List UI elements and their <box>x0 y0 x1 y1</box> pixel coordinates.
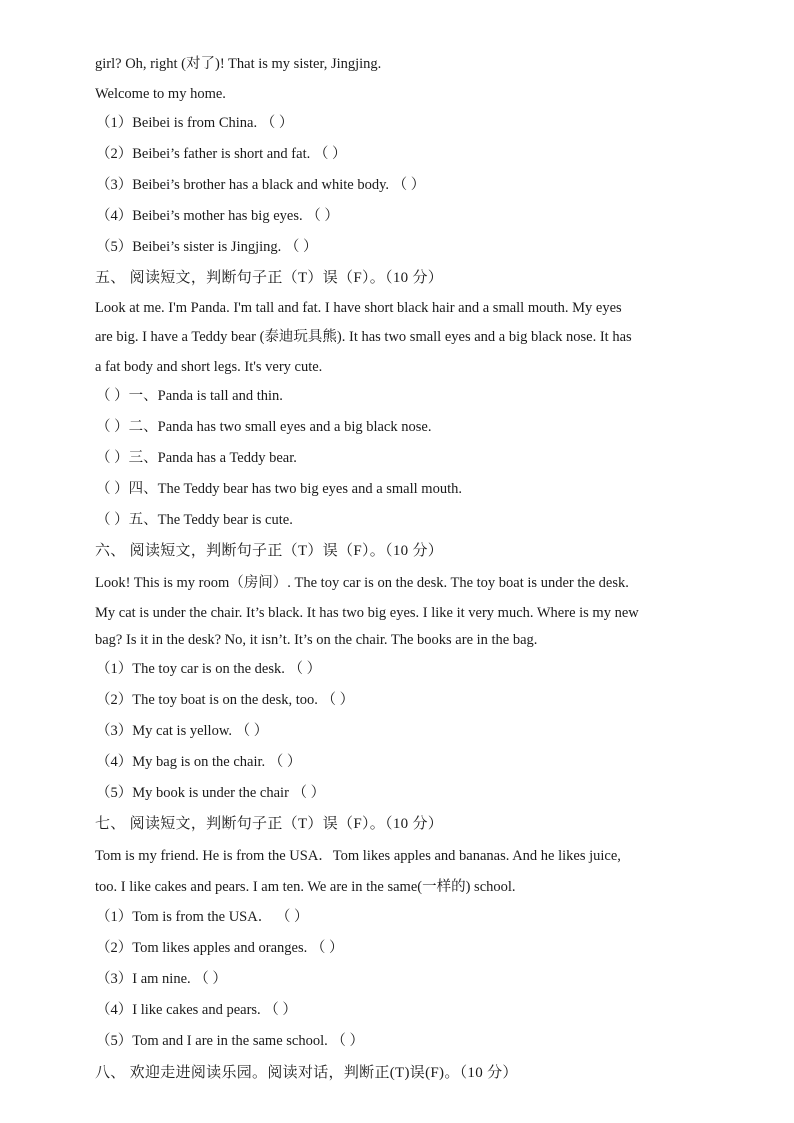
s6-passage-2: My cat is under the chair. It’s black. It has two big eyes. I like it very much. Where is my new <box>95 605 639 621</box>
s6-item-2: （2）The toy boat is on the desk, too. （ ） <box>96 692 355 708</box>
intro-line-2: Welcome to my home. <box>95 86 226 102</box>
s7-item-5: （5）Tom and I are in the same school. （ ） <box>96 1033 364 1049</box>
s5-passage-1: Look at me. I'm Panda. I'm tall and fat. I have short black hair and a small mouth. My eyes <box>95 300 622 316</box>
s4-item-5: （5）Beibei’s sister is Jingjing. （ ） <box>96 239 318 255</box>
s6-heading: 六、 阅读短文，判断句子正（T）误（F）。（10 分） <box>95 543 444 559</box>
s5-item-5: （ ）五、The Teddy bear is cute. <box>96 512 293 528</box>
s7-item-2: （2）Tom likes apples and oranges. （ ） <box>96 940 344 956</box>
s4-item-4: （4）Beibei’s mother has big eyes. （ ） <box>96 208 339 224</box>
s4-item-3: （3）Beibei’s brother has a black and white body. （ ） <box>96 177 426 193</box>
s5-heading: 五、 阅读短文，判断句子正（T）误（F）。（10 分） <box>95 270 444 286</box>
s7-heading: 七、 阅读短文，判断句子正（T）误（F）。（10 分） <box>95 816 444 832</box>
s5-passage-3: a fat body and short legs. It's very cute. <box>95 359 323 375</box>
s6-item-3: （3）My cat is yellow. （ ） <box>96 723 269 739</box>
s6-passage-1: Look! This is my room（房间）. The toy car is on the desk. The toy boat is under the desk. <box>95 575 629 591</box>
s4-item-1: （1）Beibei is from China. （ ） <box>96 115 294 131</box>
s8-heading: 八、 欢迎走进阅读乐园。阅读对话，判断正(T)误(F)。（10 分） <box>95 1065 518 1081</box>
s7-passage-2: too. I like cakes and pears. I am ten. We are in the same(一样的) school. <box>95 879 516 895</box>
s4-item-2: （2）Beibei’s father is short and fat. （ ） <box>96 146 347 162</box>
intro-line-1: girl? Oh, right (对了)! That is my sister, Jingjing. <box>95 56 382 72</box>
s5-item-2: （ ）二、Panda has two small eyes and a big black nose. <box>96 419 432 435</box>
s6-passage-3: bag? Is it in the desk? No, it isn’t. It’s on the chair. The books are in the bag. <box>95 632 538 648</box>
s7-item-4: （4）I like cakes and pears. （ ） <box>96 1002 297 1018</box>
s6-item-5: （5）My book is under the chair （ ） <box>96 785 326 801</box>
s7-item-1: （1）Tom is from the USA． （ ） <box>96 909 309 925</box>
s6-item-1: （1）The toy car is on the desk. （ ） <box>96 661 322 677</box>
s5-item-3: （ ）三、Panda has a Teddy bear. <box>96 450 297 466</box>
s5-item-1: （ ）一、Panda is tall and thin. <box>96 388 283 404</box>
s5-passage-2: are big. I have a Teddy bear (泰迪玩具熊). It has two small eyes and a big black nose. It has <box>95 329 632 345</box>
s7-passage-1: Tom is my friend. He is from the USA．Tom likes apples and bananas. And he likes juice, <box>95 848 621 864</box>
s7-item-3: （3）I am nine. （ ） <box>96 971 227 987</box>
s5-item-4: （ ）四、The Teddy bear has two big eyes and a small mouth. <box>96 481 462 497</box>
s6-item-4: （4）My bag is on the chair. （ ） <box>96 754 302 770</box>
